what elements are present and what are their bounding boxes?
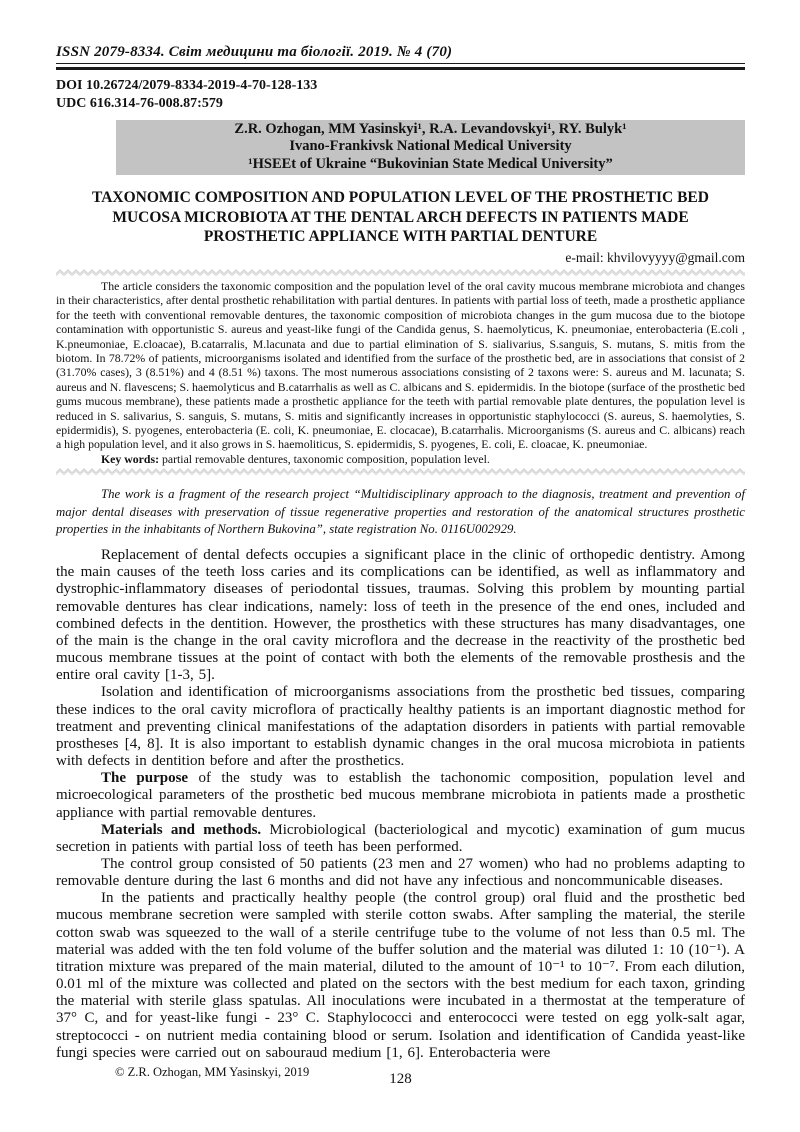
article-title-line-2: MUCOSA MICROBIOTA AT THE DENTAL ARCH DEFECTS IN PATIENTS MADE — [112, 208, 689, 226]
body-paragraph-2: Isolation and identification of microorganisms associations from the prosthetic bed tissues, comparing these indices to the oral cavity microflora of practically healthy patients is an important diagnostic method for treatment and preventing clinical manifestations of the adaptation disorders in patients with partial removable prostheses [4, 8]. It is also important to establish dynamic changes in the oral mucosa microbiota in patients with defects in dentition before and after the prosthetics. — [56, 684, 745, 770]
purpose-label: The purpose — [101, 770, 189, 787]
keywords-line — [56, 452, 745, 466]
doi-line: DOI 10.26724/2079-8334-2019-4-70-128-133 — [56, 78, 318, 93]
abstract-paragraph: The article considers the taxonomic composition and the population level of the oral cavity mucous membrane microbiota and changes in their characteristics, after dental prosthetic rehabilitation with partial dentures. In patients with partial loss of teeth, made a prosthetic appliance for the teeth with conventional removable dentures, the taxonomic composition of microbiota changes in the gum mucosa due to the biotope contamination with opportunistic S. aureus and yeast-like fungi of the Candida genus, S. haemolyticus, K. pneumoniae, enterobacteria (E.coli , K.pneumoniae, E.cloacae), B.catarralis, M.lacunata and due to partial elimination of S. sialivarius, S.sanguis, S. mutans, S. mitis from the biotom. In 78.72% of patients, microorganisms isolated and identified from the surface of the prosthetic bed, are in associations that consist of 2 (31.70% cases), 3 (8.51%) and 4 (8.51 %) taxons. The most numerous associations consisting of 2 taxons were: S. aureus and M. lacunata; S. aureus and N. flavescens; S. haemolyticus and B.catarrhalis as well as C. albicans and S. epidermidis. In the biotope (surface of the prosthetic bed gums mucous membrane), these patients made a prosthetic appliance for the teeth with partial removable plate dentures, the population level is reduced in S. salivarius, S. sanguis, S. mutans, S. mitis and significantly increases in opportunistic staphylococci (S. aureus, S. haemolyties, S. epidermidis), S. pyogenes, enterobacteria (E. coli, K. pneumoniae, E. clocacae), B.catarrhalis. Microorganisms (S. aureus and C. albicans) reach a high population level, and it also grows in S. haemoliticus, S. epidermidis, S. pyogenes, E. coli, E. cloacae, K. pneumoniae. — [56, 279, 745, 452]
body-paragraph-methods-detail: In the patients and practically healthy people (the control group) oral fluid and the prosthetic bed mucous membrane secretion were sampled with sterile cotton swabs. After sampling the material, the sterile cotton swab was squeezed to the wall of a sterile centrifuge tube to the volume of not less than 0.5 ml. The material was added with the ten fold volume of the buffer solution and the material was diluted 1: 10 (10⁻¹). A titration mixture was prepared of the main material, diluted to the amount of 10⁻¹ to 10⁻⁷. From each dilution, 0.01 ml of the mixture was collected and plated on the sectors with the best medium for each taxon, grinding the material with sterile glass spatulas. All inoculations were incubated in a thermostat at the temperature of 37° C, and for yeast-like fungi - 23° C. Staphylococci and enterococci were tested on egg yolk-salt agar, streptococci - on nutrient media containing blood or serum. Isolation and identification of Candida yeast-like fungi species were carried out on sabouraud medium [1, 6]. Enterobacteria were — [56, 890, 745, 1061]
copyright-line: © Z.R. Ozhogan, MM Yasinskyi, 2019 — [115, 1064, 310, 1079]
header-double-rule — [56, 63, 745, 70]
body-paragraph-1: Replacement of dental defects occupies a significant place in the clinic of orthopedic dentistry. Among the main causes of the teeth loss caries and its complications can be identified, as well as inflammatory and dystrophic-inflammatory diseases of periodontal tissues, traumas. Solving this problem by mounting partial removable dentures has clear indications, namely: loss of teeth in the presence of the end ones, included and combined defects in the dentition. However, the prosthetics with these structures has many disadvantages, one of the main is the change in the oral cavity microflora and the decrease in the reactivity of the prosthetic bed mucous membrane tissues at the point of contact with both the elements of the removable prosthesis and the entire oral cavity [1-3, 5]. — [56, 547, 745, 684]
zigzag-divider-top — [56, 269, 745, 276]
page-number: 128 — [389, 1070, 412, 1087]
research-project-note: The work is a fragment of the research project “Multidisciplinary approach to the diagnosis, treatment and prevention of major dental diseases with preservation of tissue regenerative properties and restoration of the anatomical structures prosthetic properties in the inhabitants of Northern Bukovina”, state registration No. 0116U002929. — [56, 487, 745, 536]
affiliation-secondary: ¹HSEEt of Ukraine “Bukovinian State Medical University” — [248, 155, 613, 172]
authors-highlight-block — [116, 120, 745, 175]
keywords-text: partial removable dentures, taxonomic composition, population level. — [159, 451, 490, 466]
email-line: e-mail: khvilovyyyy@gmail.com — [565, 250, 745, 265]
materials-methods-text: Microbiological (bacteriological and mycotic) examination of gum mucus secretion in patients with partial loss of teeth has been performed. — [56, 821, 745, 855]
article-title-line-1: TAXONOMIC COMPOSITION AND POPULATION LEVEL OF THE PROSTHETIC BED — [92, 189, 709, 207]
journal-issue-line: ISSN 2079-8334. Світ медицини та біології. 2019. № 4 (70) — [56, 44, 453, 60]
journal-header-block — [56, 44, 745, 113]
zigzag-divider-bottom — [56, 468, 745, 475]
page-footer — [56, 1064, 745, 1112]
purpose-text: of the study was to establish the tachonomic composition, population level and microecological parameters of the prosthetic bed mucous membrane microbiota in patients made a prosthetic appliance with partial removable dentures. — [56, 770, 745, 821]
body-paragraph-control-group: The control group consisted of 50 patients (23 men and 27 women) who had no problems adapting to removable denture during the last 6 months and did not have any infectious and noncommunicable diseases. — [56, 855, 745, 890]
udc-line: UDC 616.314-76-008.87:579 — [56, 96, 223, 111]
affiliation-primary: Ivano-Frankivsk National Medical University — [289, 138, 572, 155]
body-paragraph-purpose — [56, 770, 745, 821]
keywords-label: Key words: — [101, 451, 159, 466]
article-title — [56, 188, 745, 247]
article-title-line-3: PROSTHETIC APPLIANCE WITH PARTIAL DENTURE — [203, 228, 598, 246]
body-paragraph-materials — [56, 822, 745, 856]
authors-line: Z.R. Ozhogan, MM Yasinskyi¹, R.A. Levandovskyi¹, RY. Bulyk¹ — [234, 121, 627, 137]
materials-methods-label: Materials and methods. — [101, 821, 262, 838]
